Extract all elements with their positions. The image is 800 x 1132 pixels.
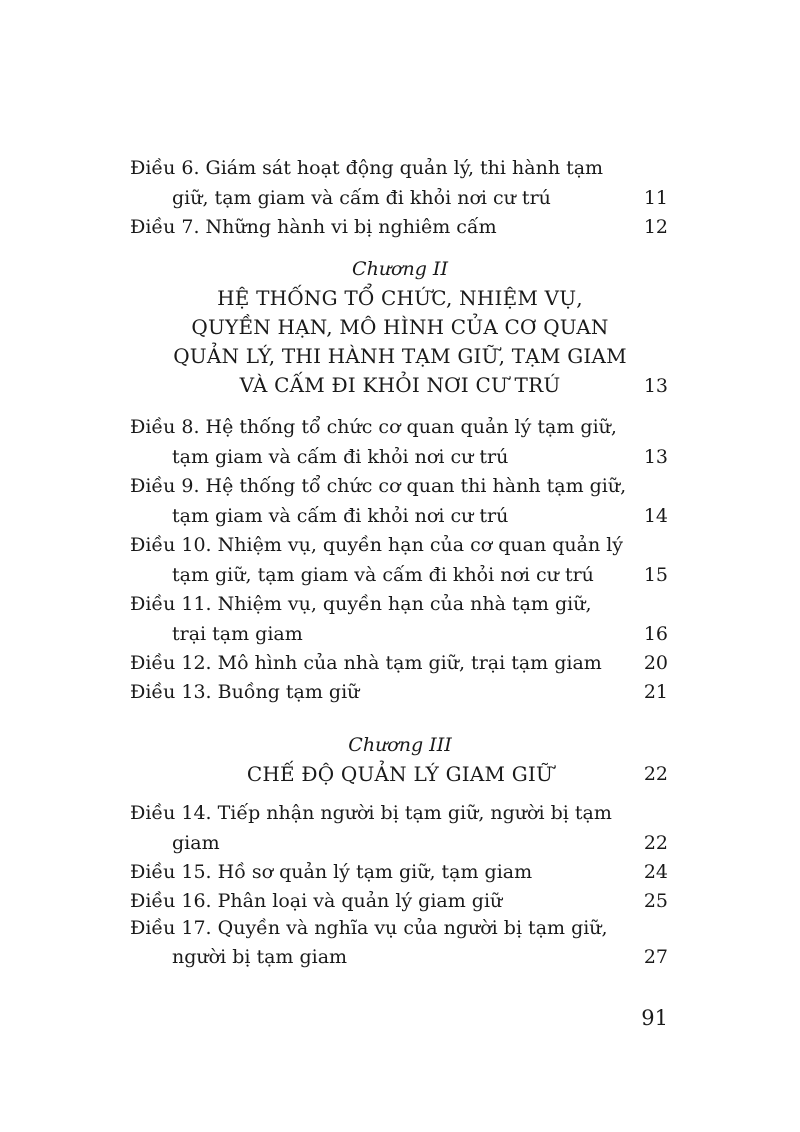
toc-page-dieu-9: 14 <box>643 505 668 527</box>
toc-entry-dieu-15: Điều 15. Hồ sơ quản lý tạm giữ, tạm giam <box>130 861 533 883</box>
chapter-2-title-line4: VÀ CẤM ĐI KHỎI NƠI CƯ TRÚ <box>239 373 561 397</box>
toc-page-chapter-2: 13 <box>643 375 668 397</box>
chapter-2-title-line3: QUẢN LÝ, THI HÀNH TẠM GIỮ, TẠM GIAM <box>173 344 627 368</box>
toc-entry-dieu-17-line2: người bị tạm giam <box>172 946 348 968</box>
toc-page-dieu-14: 22 <box>643 832 668 854</box>
toc-page-dieu-12: 20 <box>643 652 668 674</box>
page-number: 91 <box>641 1006 668 1030</box>
toc-page-dieu-17: 27 <box>643 946 668 968</box>
toc-entry-dieu-8-line2: tạm giam và cấm đi khỏi nơi cư trú <box>172 446 509 468</box>
toc-entry-dieu-6-line2: giữ, tạm giam và cấm đi khỏi nơi cư trú <box>172 187 551 209</box>
toc-entry-dieu-13: Điều 13. Buồng tạm giữ <box>130 681 360 703</box>
toc-page-dieu-6: 11 <box>643 187 668 209</box>
toc-page-chapter-3: 22 <box>643 763 668 785</box>
toc-entry-dieu-8-line1: Điều 8. Hệ thống tổ chức cơ quan quản lý tạm giữ, <box>130 416 617 438</box>
toc-entry-dieu-17-line1: Điều 17. Quyền và nghĩa vụ của người bị tạm giữ, <box>130 917 608 939</box>
toc-page-dieu-15: 24 <box>643 861 668 883</box>
toc-entry-dieu-10-line2: tạm giữ, tạm giam và cấm đi khỏi nơi cư trú <box>172 564 594 586</box>
toc-entry-dieu-6-line1: Điều 6. Giám sát hoạt động quản lý, thi hành tạm <box>130 157 604 179</box>
toc-entry-dieu-10-line1: Điều 10. Nhiệm vụ, quyền hạn của cơ quan quản lý <box>130 534 624 556</box>
toc-entry-dieu-11-line1: Điều 11. Nhiệm vụ, quyền hạn của nhà tạm giữ, <box>130 593 592 615</box>
toc-page-dieu-16: 25 <box>643 890 668 912</box>
toc-entry-dieu-16: Điều 16. Phân loại và quản lý giam giữ <box>130 890 503 912</box>
chapter-2-label: Chương II <box>352 258 448 280</box>
chapter-2-title-line1: HỆ THỐNG TỔ CHỨC, NHIỆM VỤ, <box>217 286 583 310</box>
toc-entry-dieu-7: Điều 7. Những hành vi bị nghiêm cấm <box>130 216 497 238</box>
chapter-2-title-line2: QUYỀN HẠN, MÔ HÌNH CỦA CƠ QUAN <box>191 315 609 339</box>
toc-entry-dieu-12: Điều 12. Mô hình của nhà tạm giữ, trại tạm giam <box>130 652 602 674</box>
toc-entry-dieu-14-line1: Điều 14. Tiếp nhận người bị tạm giữ, người bị tạm <box>130 802 612 824</box>
toc-entry-dieu-11-line2: trại tạm giam <box>172 623 303 645</box>
toc-entry-dieu-9-line2: tạm giam và cấm đi khỏi nơi cư trú <box>172 505 509 527</box>
toc-page-dieu-7: 12 <box>643 216 668 238</box>
toc-page-dieu-11: 16 <box>643 623 668 645</box>
chapter-3-label: Chương III <box>348 734 452 756</box>
toc-page-dieu-8: 13 <box>643 446 668 468</box>
toc-page-dieu-13: 21 <box>643 681 668 703</box>
toc-entry-dieu-14-line2: giam <box>172 832 220 854</box>
chapter-3-title: CHẾ ĐỘ QUẢN LÝ GIAM GIỮ <box>246 762 554 786</box>
toc-page-dieu-10: 15 <box>643 564 668 586</box>
toc-entry-dieu-9-line1: Điều 9. Hệ thống tổ chức cơ quan thi hành tạm giữ, <box>130 475 627 497</box>
